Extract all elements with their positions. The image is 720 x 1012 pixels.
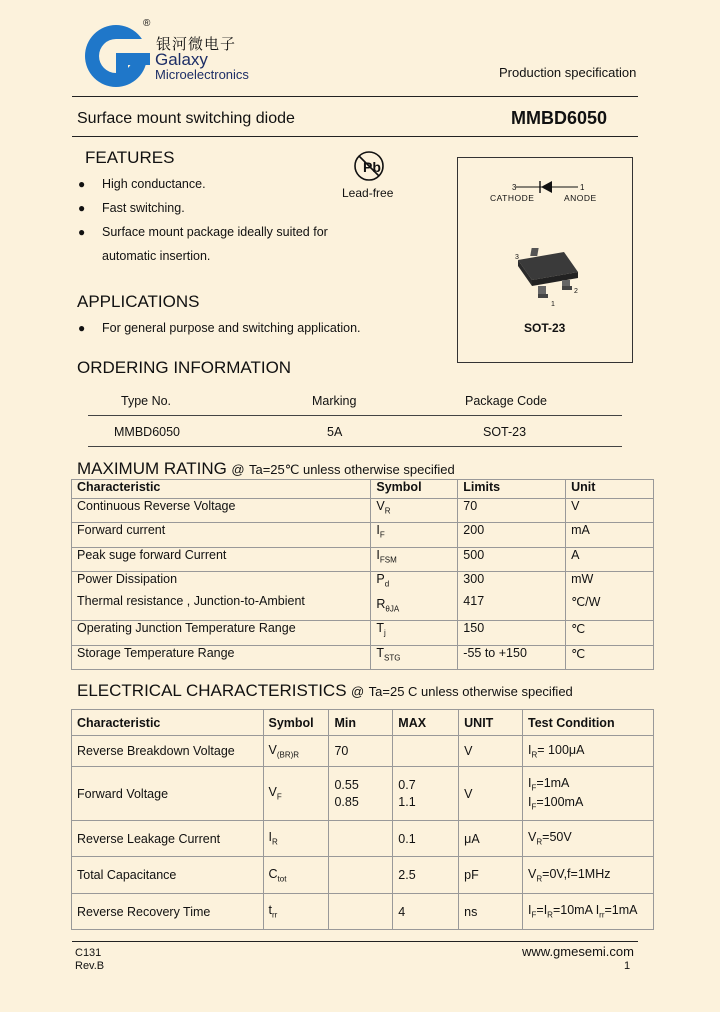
lead-free-symbol: Pb [363,159,381,175]
table-row: Continuous Reverse Voltage $V_R$ 70 V [72,499,654,523]
feature-item: ● Fast switching. [78,201,185,215]
table-row: Storage Temperature Range $T_{STG}$ -55 to +150 ℃ [72,646,654,670]
ordering-heading: ORDERING INFORMATION [77,358,292,377]
page-subtitle: Surface mount switching diode [77,110,295,127]
max-rating-condition: Ta=25℃ unless otherwise specified [248,462,455,477]
feature-item-continued: automatic insertion. [102,249,211,263]
galaxy-logo-icon [82,22,150,90]
ordering-type: MMBD6050 [114,425,180,439]
website-link[interactable]: www.gmesemi.com [522,944,634,959]
table-row: Total Capacitance $C_{tot}$ 2.5 pF $V_R=0V,f=1MHz$ [72,857,654,894]
pkg-pin2-label: 2 [574,288,578,295]
max-rating-table [71,479,654,670]
ordering-header-package: Package Code [465,394,548,408]
application-item: ● For general purpose and switching application. [78,321,361,335]
production-spec-label: Production specification [499,65,637,80]
feature-item: ● High conductance. [78,177,206,191]
ordering-marking: 5A [327,425,343,439]
table-row: Reverse Leakage Current $I_R$ 0.1 μA $V_R=50V$ [72,821,654,857]
pin3-label: 3 [512,183,517,192]
cathode-label: CATHODE [490,193,535,203]
title-divider [72,136,638,137]
logo-chinese-name: 银河微电子 [156,35,237,53]
table-row: Operating Junction Temperature Range $T_j$ 150 ℃ [72,621,654,646]
ordering-package: SOT-23 [483,425,527,439]
table-row: Forward current $I_F$ 200 mA [72,523,654,548]
max-rating-heading: MAXIMUM RATING [77,459,227,478]
ordering-divider [88,446,622,447]
pkg-pin3-label: 3 [515,254,519,261]
table-row: Peak suge forward Current $I_{FSM}$ 500 A [72,548,654,572]
table-row: Forward Voltage $V_F$ 0.55 0.85 0.7 1.1 V $I_F=1mA$ $I_F=100mA$ [72,767,654,821]
doc-code: C131 [75,947,102,959]
elec-table [71,709,654,930]
sot23-package-icon [508,246,588,306]
applications-heading: APPLICATIONS [77,292,200,311]
table-row: Reverse Recovery Time $t_{rr}$ 4 ns $I_F=I_R=10mA$ $I_{rr}=1mA$ [72,894,654,930]
anode-label: ANODE [564,193,597,203]
doc-revision: Rev.B [75,960,105,972]
package-name: SOT-23 [524,321,566,335]
footer-divider [72,941,638,942]
lead-free-icon [351,150,391,184]
logo-subname: Microelectronics [155,67,249,82]
diode-symbol-icon [516,181,578,193]
feature-item: ● Surface mount package ideally suited for [78,225,328,239]
header-divider [72,96,638,97]
ordering-divider [88,415,622,416]
registered-mark: ® [143,18,151,29]
elec-heading: ELECTRICAL CHARACTERISTICS [77,681,347,700]
ordering-header-type: Type No. [121,394,172,408]
page-number: 1 [624,960,631,972]
table-header-row: Characteristic Symbol Min MAX UNIT Test Condition [72,710,654,736]
features-heading: FEATURES [85,148,175,167]
lead-free-label: Lead-free [342,186,394,200]
elec-condition: Ta=25 C unless otherwise specified [368,684,573,699]
package-diagram [457,157,633,363]
pin1-label: 1 [580,183,585,192]
logo-name: Galaxy [155,50,208,69]
table-row: Power Dissipation Thermal resistance , Junction-to-Ambient $P_d$ $R_{\theta JA}$ 300 417 mW ℃/W [72,572,654,621]
pkg-pin1-label: 1 [551,301,555,308]
max-rating-title: MAXIMUM RATING @ Ta=25℃ unless otherwise specified [77,459,455,478]
table-header-row: Characteristic Symbol Limits Unit [72,480,654,499]
part-number: MMBD6050 [511,108,608,128]
elec-title: ELECTRICAL CHARACTERISTICS @ Ta=25 C unless otherwise specified [77,681,573,700]
table-row: Reverse Breakdown Voltage $V_{(BR)R}$ 70 V $I_R= 100\mu A$ [72,736,654,767]
ordering-header-marking: Marking [312,394,357,408]
